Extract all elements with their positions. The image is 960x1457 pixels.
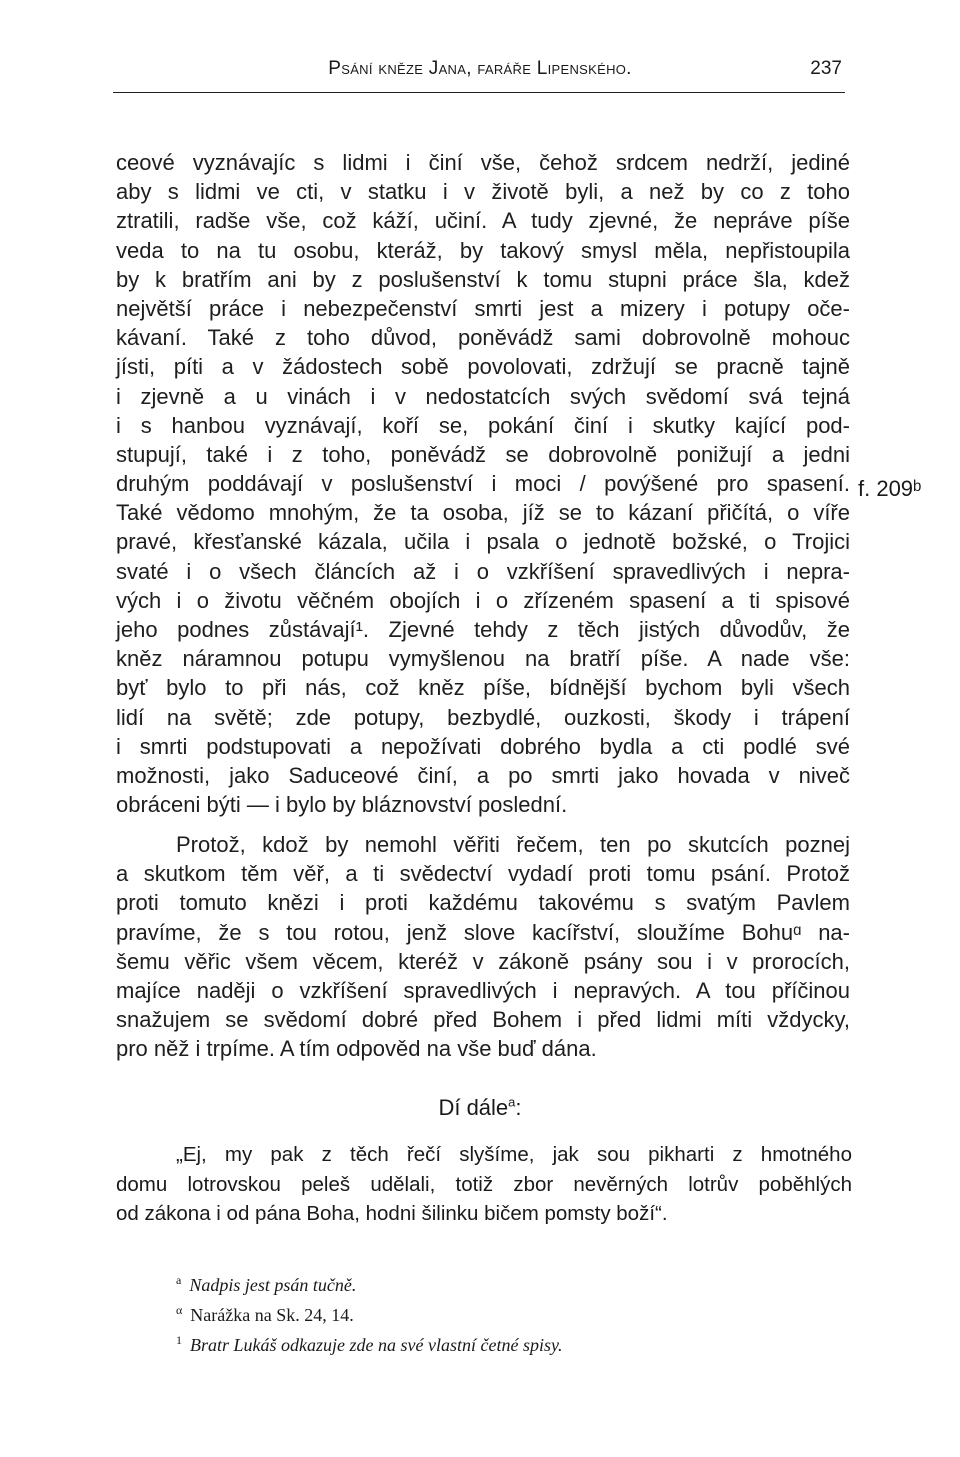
text-line: pro něž i trpíme. A tím odpověd na vše buď dána. bbox=[116, 1036, 597, 1062]
footnote bbox=[176, 1270, 562, 1300]
page-number: 237 bbox=[810, 58, 842, 79]
quoted-passage bbox=[116, 1140, 852, 1229]
footnote bbox=[176, 1330, 562, 1360]
text-line: největší práce i nebezpečenství smrti jest a mizery i potupy oče- bbox=[116, 295, 850, 321]
text-line: jísti, píti a v žádostech sobě povolovati, zdržují se pracně tajně bbox=[116, 354, 850, 380]
running-header: Psání kněze Jana, faráře Lipenského. bbox=[328, 58, 632, 79]
text-line: majíce naději o vzkříšení spravedlivých i nepravých. A tou příčinou bbox=[116, 977, 850, 1003]
text-line: pravíme, že s tou rotou, jenž slove kacířství, sloužíme Bohuᵅ na- bbox=[116, 919, 850, 945]
text-line: aby s lidmi ve cti, v statku i v životě byli, a než by co z toho bbox=[116, 179, 850, 205]
section-heading bbox=[0, 1095, 960, 1121]
text-line: druhým poddávají v poslušenství i moci / povýšené pro spasení. bbox=[116, 471, 850, 497]
footnote-mark: 1 bbox=[176, 1333, 182, 1347]
quote-line: „Ej, my pak z těch řečí slyšíme, jak sou pikharti z hmotného bbox=[176, 1143, 852, 1166]
text-line: i s hanbou vyznávají, koří se, pokání činí i skutky kající pod- bbox=[116, 412, 850, 438]
text-line: ceové vyznávajíc s lidmi i činí vše, čehož srdcem nedrží, jediné bbox=[116, 150, 850, 175]
header-rule bbox=[113, 92, 845, 93]
footnote-mark: a bbox=[176, 1273, 182, 1287]
footnotes bbox=[176, 1270, 562, 1360]
footnote-text: Bratr Lukáš odkazuje zde na své vlastní četné spisy. bbox=[190, 1335, 563, 1355]
margin-folio-note: f. 209ᵇ bbox=[858, 476, 922, 501]
text-line: proti tomuto knězi i proti každému takovému s svatým Pavlem bbox=[116, 890, 850, 916]
text-line: šemu věřic všem věcem, kteréž v zákoně psány sou i v prorocích, bbox=[116, 948, 850, 974]
text-line: vých i o životu věčném obojích i o zřízeném spasení a ti spisové bbox=[116, 587, 850, 613]
heading-text: Dí dále bbox=[438, 1095, 509, 1120]
text-line: i zjevně a u vinách i v nedostatcích svých svědomí svá tejná bbox=[116, 383, 850, 409]
heading-footnote-mark: a bbox=[508, 1094, 516, 1110]
text-line: byť bylo to při nás, což kněz píše, bídnější bychom byli všech bbox=[116, 675, 850, 701]
footnote-text: Narážka na Sk. 24, 14. bbox=[190, 1305, 354, 1325]
text-line: pravé, křesťanské kázala, učila i psala o jednotě božské, o Trojici bbox=[116, 529, 850, 555]
body-paragraph-1 bbox=[116, 148, 850, 819]
text-line: a skutkom těm věř, a ti svědectví vydadí proti tomu psání. Protož bbox=[116, 861, 850, 887]
text-line: kněz náramnou potupu vymyšlenou na bratří píše. A nade vše: bbox=[116, 646, 850, 672]
text-line: kávaní. Také z toho důvod, poněvádž sami dobrovolně mohouc bbox=[116, 325, 850, 351]
text-line: Protož, kdož by nemohl věřiti řečem, ten po skutcích poznej bbox=[176, 832, 850, 857]
footnote-text: Nadpis jest psán tučně. bbox=[189, 1275, 357, 1295]
text-line: stupují, také i z toho, poněvádž se dobrovolně ponižují a jedni bbox=[116, 441, 850, 467]
text-line: ztratili, radše vše, což káží, učiní. A tudy zjevné, že nepráve píše bbox=[116, 208, 850, 234]
text-line: Také vědomo mnohým, že ta osoba, jíž se to kázaní přičítá, o víře bbox=[116, 500, 850, 526]
text-line: lidí na světě; zde potupy, bezbydlé, ouzkosti, škody i trápení bbox=[116, 704, 850, 730]
heading-colon: : bbox=[515, 1095, 522, 1120]
footnote bbox=[176, 1300, 562, 1330]
quote-line: domu lotrovskou peleš udělali, totiž zbor nevěrných lotrův poběhlých bbox=[116, 1172, 852, 1196]
footnote-mark: α bbox=[176, 1303, 183, 1317]
text-line: by k bratřím ani by z poslušenství k tomu stupni práce šla, kdež bbox=[116, 266, 850, 292]
text-line: i smrti podstupovati a nepožívati dobrého bydla a cti podlé své bbox=[116, 733, 850, 759]
text-line: jeho podnes zůstávají¹. Zjevné tehdy z těch jistých důvodův, že bbox=[116, 617, 850, 642]
text-line: svaté i o všech článcích až i o vzkříšení spravedlivých i nepra- bbox=[116, 558, 850, 584]
text-line: možnosti, jako Saduceové činí, a po smrti jako hovada v niveč bbox=[116, 762, 850, 788]
quote-line: od zákona i od pána Boha, hodni šilinku bičem pomsty boží“. bbox=[116, 1202, 668, 1225]
text-line: veda to na tu osobu, kteráž, by takový smysl měla, nepřistoupila bbox=[116, 237, 850, 263]
body-paragraph-2 bbox=[116, 830, 850, 1064]
text-line: obráceni býti — i bylo by bláznovství poslední. bbox=[116, 792, 568, 818]
text-line: snažujem se svědomí dobré před Bohem i před lidmi míti vždycky, bbox=[116, 1007, 850, 1033]
